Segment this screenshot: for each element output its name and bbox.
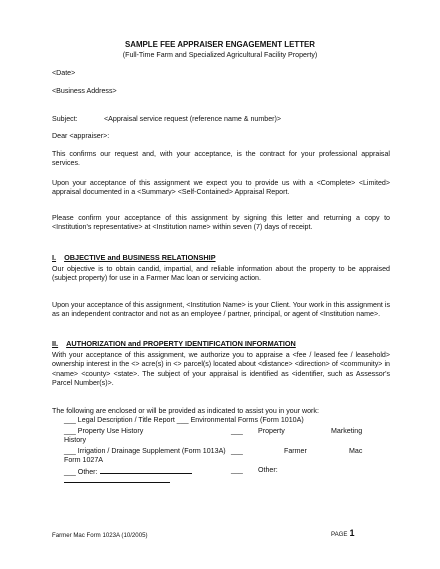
section-title: AUTHORIZATION and PROPERTY IDENTIFICATION INFORMATION	[66, 339, 296, 348]
section-number: I.	[52, 253, 57, 262]
date-placeholder: <Date>	[52, 69, 76, 77]
business-address-placeholder: <Business Address>	[52, 87, 117, 95]
paragraph-contract: This confirms our request and, with your acceptance, is the contract for your professional appraisal services.	[52, 150, 390, 168]
subject-text: <Appraisal service request (reference name & number)>	[104, 115, 282, 123]
section-heading-objective	[52, 253, 390, 262]
paragraph-deliverable: Upon your acceptance of this assignment we expect you to provide us with a <Complete> <Limited> appraisal documented in a <Summary> <Self-Contained> Appraisal Report.	[52, 179, 390, 197]
paragraph-enclosures: The following are enclosed or will be provided as indicated to assist you in your work:	[52, 407, 319, 415]
paragraph-authorization: With your acceptance of this assignment, we authorize you to appraise a <fee / leased fee / leasehold> ownership interest in the <> acre(s) in <> parcel(s) located about <distance> <direction> of <community> in <name> <county> <state>. The subject of your appraisal is identified as <identifier, such as Assessor's Parcel Number(s)>.	[52, 351, 390, 388]
checklist-line: ___ Irrigation / Drainage Supplement (Form 1013A)	[64, 447, 226, 455]
paragraph-client: Upon your acceptance of this assignment, <Institution Name> is your Client. Your work in this assignment is as an independent contractor and not as an employee / partner, principal, or agent of <Institution name>.	[52, 301, 390, 319]
checklist-word: Marketing	[331, 427, 363, 435]
section-number: II.	[52, 339, 59, 348]
page-number: 1	[349, 528, 355, 538]
fill-in-line	[64, 475, 170, 483]
checklist-word: Property	[258, 427, 285, 435]
fill-in-line	[100, 466, 192, 474]
checklist-blank: ___	[231, 466, 243, 474]
salutation: Dear <appraiser>:	[52, 132, 110, 140]
checklist-line: ___ Other:	[64, 468, 98, 476]
section-heading-authorization	[52, 339, 390, 348]
checklist-blank: ___	[231, 447, 243, 455]
subject-label: Subject:	[52, 115, 78, 123]
page-label: PAGE	[331, 531, 348, 538]
checklist-line: ___ Property Use History	[64, 427, 144, 435]
checklist-word: Other:	[258, 466, 278, 474]
checklist-line: ___ Legal Description / Title Report ___ Environmental Forms (Form 1010A)	[64, 416, 304, 424]
paragraph-confirmation: Please confirm your acceptance of this assignment by signing this letter and returning a copy to <Institution's representative> at <Institution name> within seven (7) days of receipt.	[52, 214, 390, 232]
page-indicator	[331, 529, 355, 539]
checklist-word: Mac	[349, 447, 363, 455]
checklist-blank: ___	[231, 427, 243, 435]
form-number: Farmer Mac Form 1023A (10/2005)	[52, 532, 148, 539]
section-title: OBJECTIVE and BUSINESS RELATIONSHIP	[64, 253, 216, 262]
checklist-word: Farmer	[284, 447, 307, 455]
page-title: SAMPLE FEE APPRAISER ENGAGEMENT LETTER	[125, 40, 315, 49]
checklist-line: History	[64, 436, 87, 444]
page-subtitle: (Full-Time Farm and Specialized Agricultural Facility Property)	[122, 51, 318, 59]
paragraph-objective: Our objective is to obtain candid, impartial, and reliable information about the property to be appraised (subject property) for use in a Farmer Mac loan or servicing action.	[52, 265, 390, 283]
checklist-line: Form 1027A	[64, 456, 104, 464]
